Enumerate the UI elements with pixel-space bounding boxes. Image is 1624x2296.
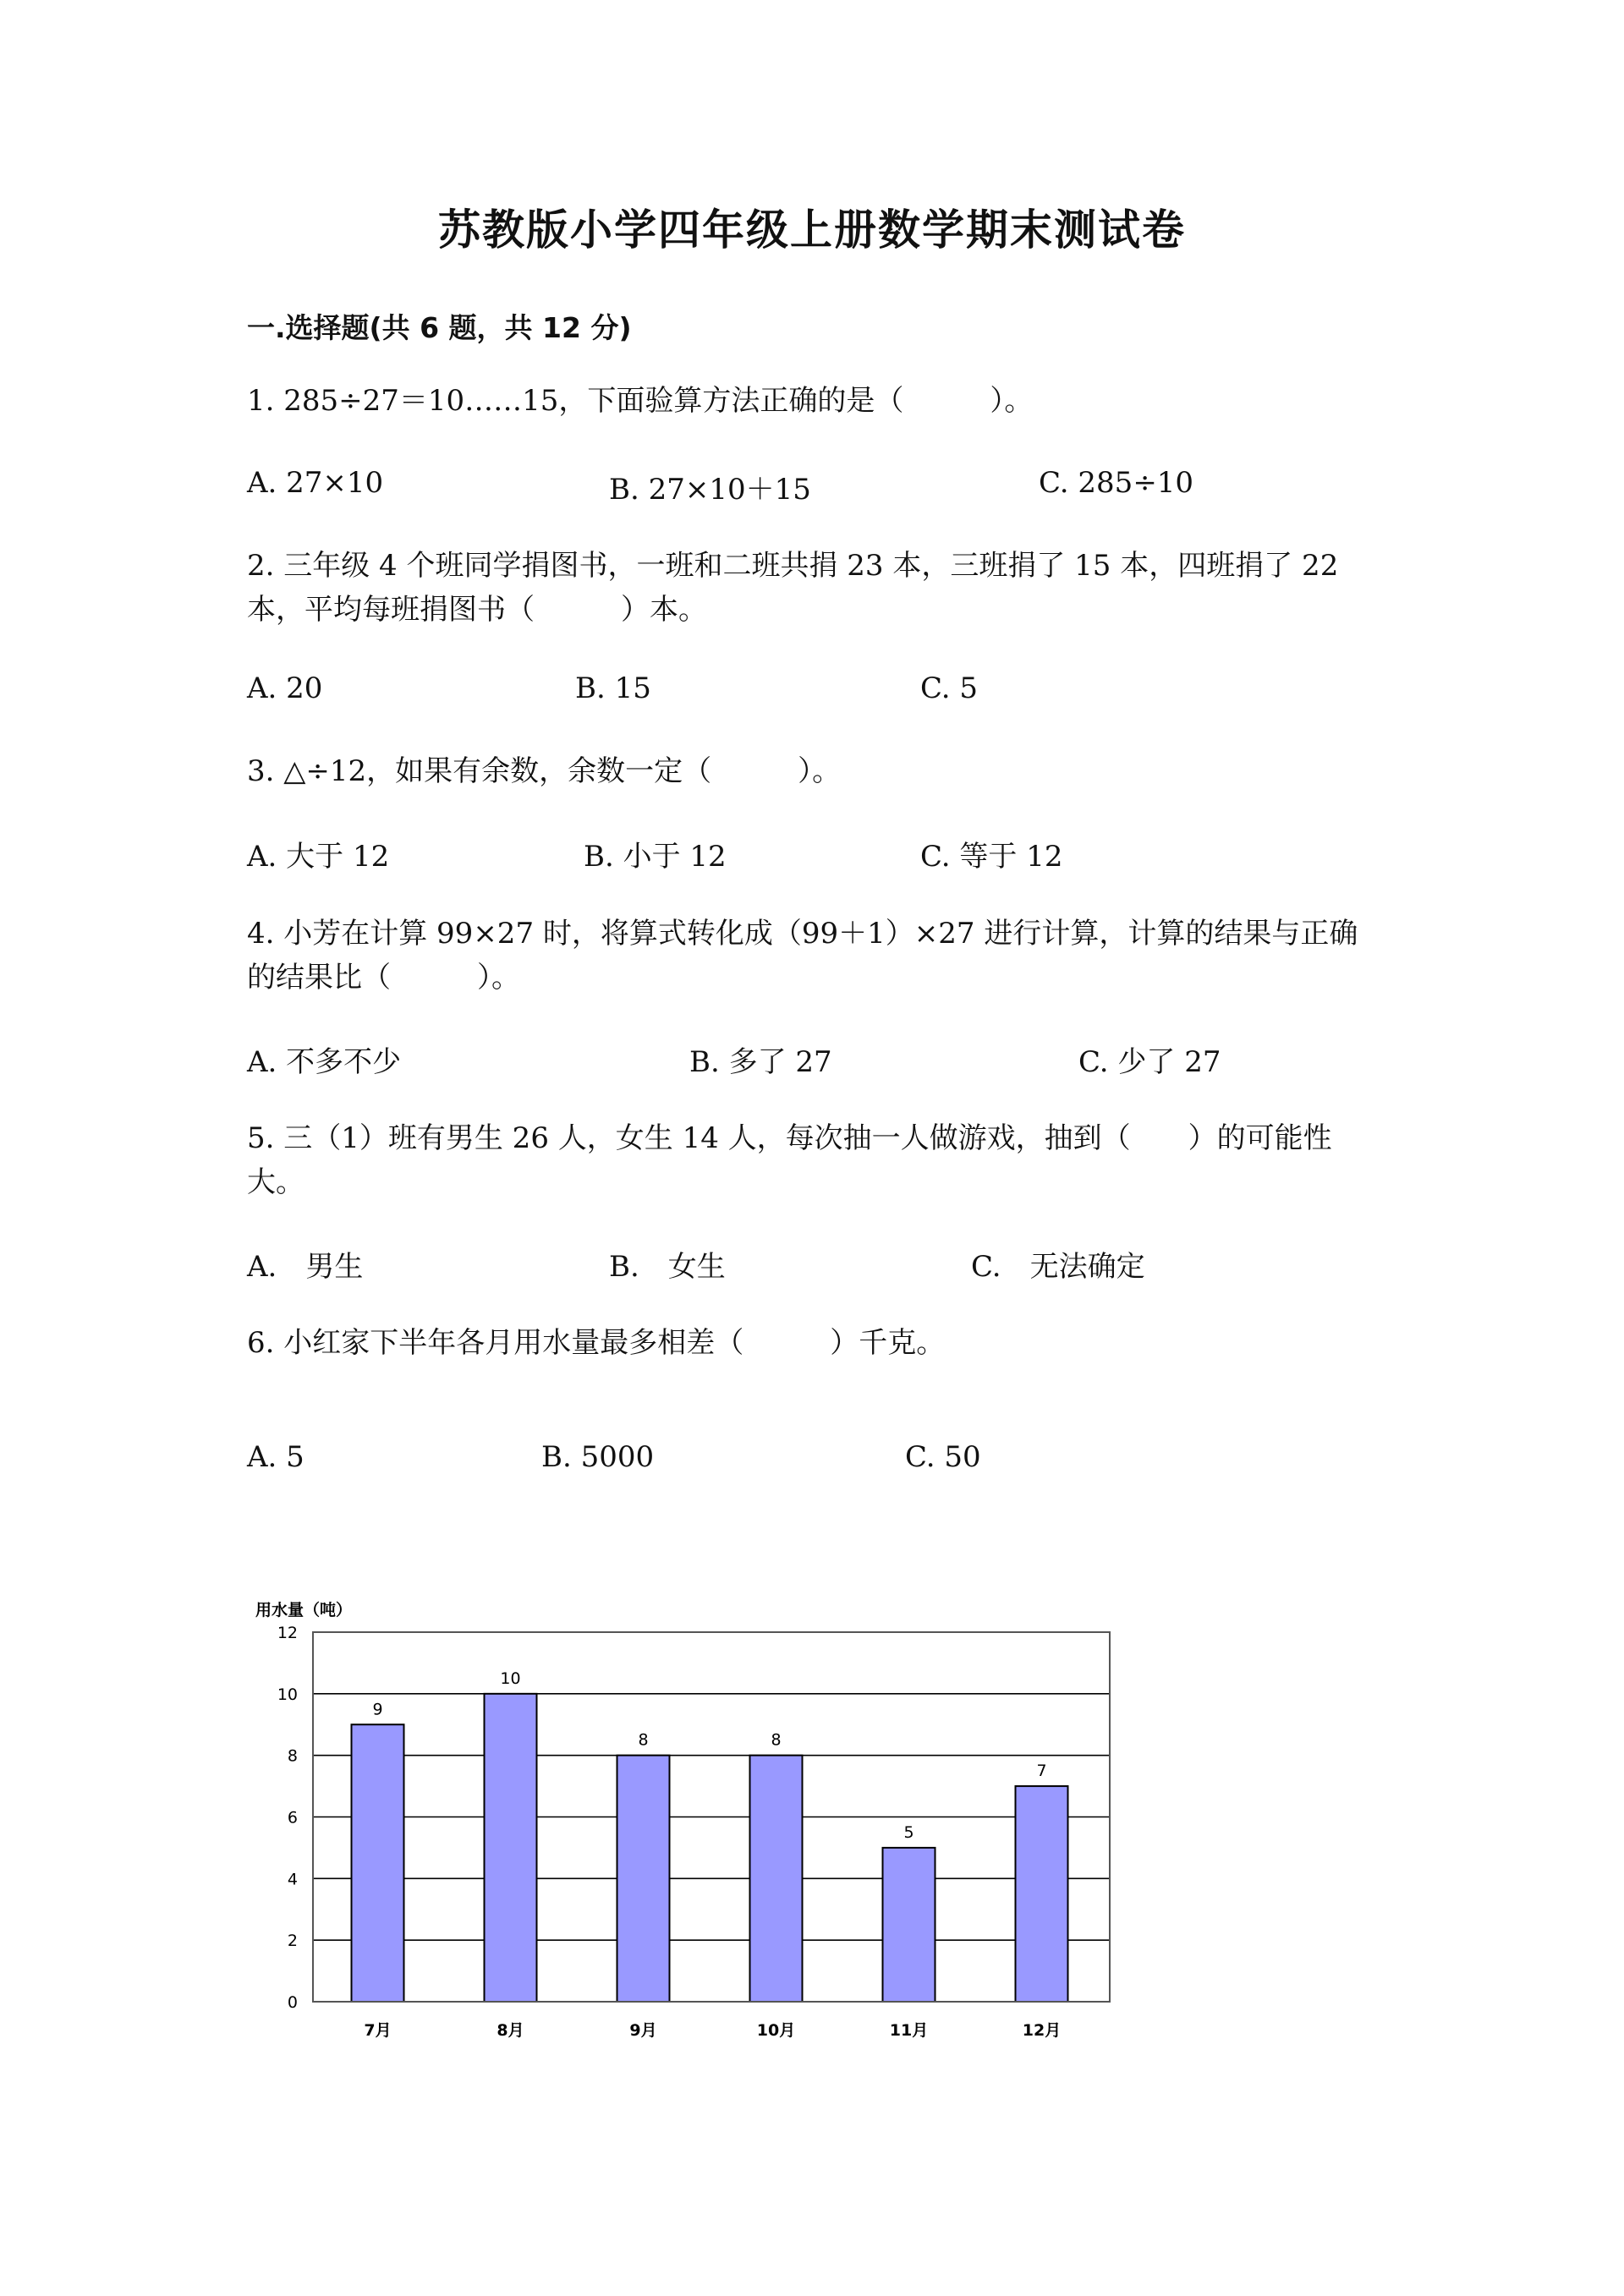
grid-lines bbox=[313, 1694, 1110, 1940]
question-4-option-c: C. 少了 27 bbox=[1078, 1045, 1221, 1079]
bar-data-label: 9 bbox=[372, 1700, 383, 1719]
bar-data-label: 5 bbox=[903, 1822, 914, 1842]
question-1-option-c: C. 285÷10 bbox=[1039, 466, 1194, 500]
x-tick-label: 12月 bbox=[1022, 2021, 1062, 2040]
question-2-option-c: C. 5 bbox=[920, 671, 979, 705]
question-5-text: 5. 三（1）班有男生 26 人，女生 14 人，每次抽一人做游戏，抽到（ ）的可能性大。 bbox=[247, 1121, 1332, 1199]
bar bbox=[352, 1724, 404, 2002]
x-tick-label: 7月 bbox=[364, 2021, 392, 2040]
question-1-option-b: B. 27×10＋15 bbox=[609, 473, 811, 507]
question-5-option-b: B. 女生 bbox=[609, 1250, 726, 1284]
bar bbox=[750, 1756, 803, 2002]
bar bbox=[883, 1848, 935, 2002]
y-tick-label: 0 bbox=[287, 1993, 298, 2012]
x-tick-label: 8月 bbox=[497, 2021, 524, 2040]
bar bbox=[485, 1694, 537, 2002]
question-3-option-b: B. 小于 12 bbox=[584, 840, 727, 874]
question-5-option-a: A. 男生 bbox=[247, 1250, 364, 1284]
question-4-option-a: A. 不多不少 bbox=[247, 1045, 402, 1079]
question-2-text: 2. 三年级 4 个班同学捐图书，一班和二班共捐 23 本，三班捐了 15 本，四班捐了 22 本，平均每班捐图书（ ）本。 bbox=[247, 549, 1339, 627]
bar-data-label: 10 bbox=[500, 1669, 521, 1688]
x-tick-label: 9月 bbox=[629, 2021, 657, 2040]
water-usage-bar-chart bbox=[245, 1590, 1133, 2063]
y-axis-label: 用水量（吨） bbox=[255, 1601, 353, 1619]
question-4-text: 4. 小芳在计算 99×27 时，将算式转化成（99＋1）×27 进行计算，计算的结果与正确的结果比（ ）。 bbox=[247, 917, 1358, 995]
question-6-option-c: C. 50 bbox=[905, 1440, 981, 1474]
question-6-text: 6. 小红家下半年各月用水量最多相差（ ）千克。 bbox=[247, 1326, 946, 1360]
bar-data-label: 7 bbox=[1036, 1762, 1047, 1781]
x-tick-label: 10月 bbox=[756, 2021, 796, 2040]
question-2-option-b: B. 15 bbox=[575, 671, 651, 705]
section-heading: 一.选择题(共 6 题，共 12 分) bbox=[247, 311, 632, 344]
question-3-text: 3. △÷12，如果有余数，余数一定（ ）。 bbox=[247, 754, 842, 788]
bar bbox=[617, 1756, 670, 2002]
question-1-text: 1. 285÷27＝10……15，下面验算方法正确的是（ ）。 bbox=[247, 384, 1034, 418]
bar bbox=[1016, 1786, 1068, 2002]
y-tick-label: 6 bbox=[287, 1808, 298, 1827]
bar-data-label: 8 bbox=[771, 1730, 782, 1750]
y-tick-label: 10 bbox=[277, 1685, 298, 1704]
question-3-option-c: C. 等于 12 bbox=[920, 840, 1063, 874]
y-tick-label: 8 bbox=[287, 1746, 298, 1766]
question-4-option-b: B. 多了 27 bbox=[689, 1045, 832, 1079]
bars bbox=[352, 1694, 1068, 2002]
x-tick-label: 11月 bbox=[889, 2021, 929, 2040]
bar-data-label: 8 bbox=[638, 1730, 649, 1750]
y-tick-label: 2 bbox=[287, 1932, 298, 1951]
question-6-option-b: B. 5000 bbox=[541, 1440, 655, 1474]
question-5-option-c: C. 无法确定 bbox=[971, 1250, 1145, 1284]
question-3-option-a: A. 大于 12 bbox=[247, 840, 390, 874]
y-tick-label: 12 bbox=[277, 1624, 298, 1642]
question-1-option-a: A. 27×10 bbox=[247, 466, 384, 500]
question-2-option-a: A. 20 bbox=[247, 671, 323, 705]
y-tick-label: 4 bbox=[287, 1870, 298, 1889]
page-title: 苏教版小学四年级上册数学期末测试卷 bbox=[438, 205, 1186, 255]
question-6-option-a: A. 5 bbox=[247, 1440, 304, 1474]
